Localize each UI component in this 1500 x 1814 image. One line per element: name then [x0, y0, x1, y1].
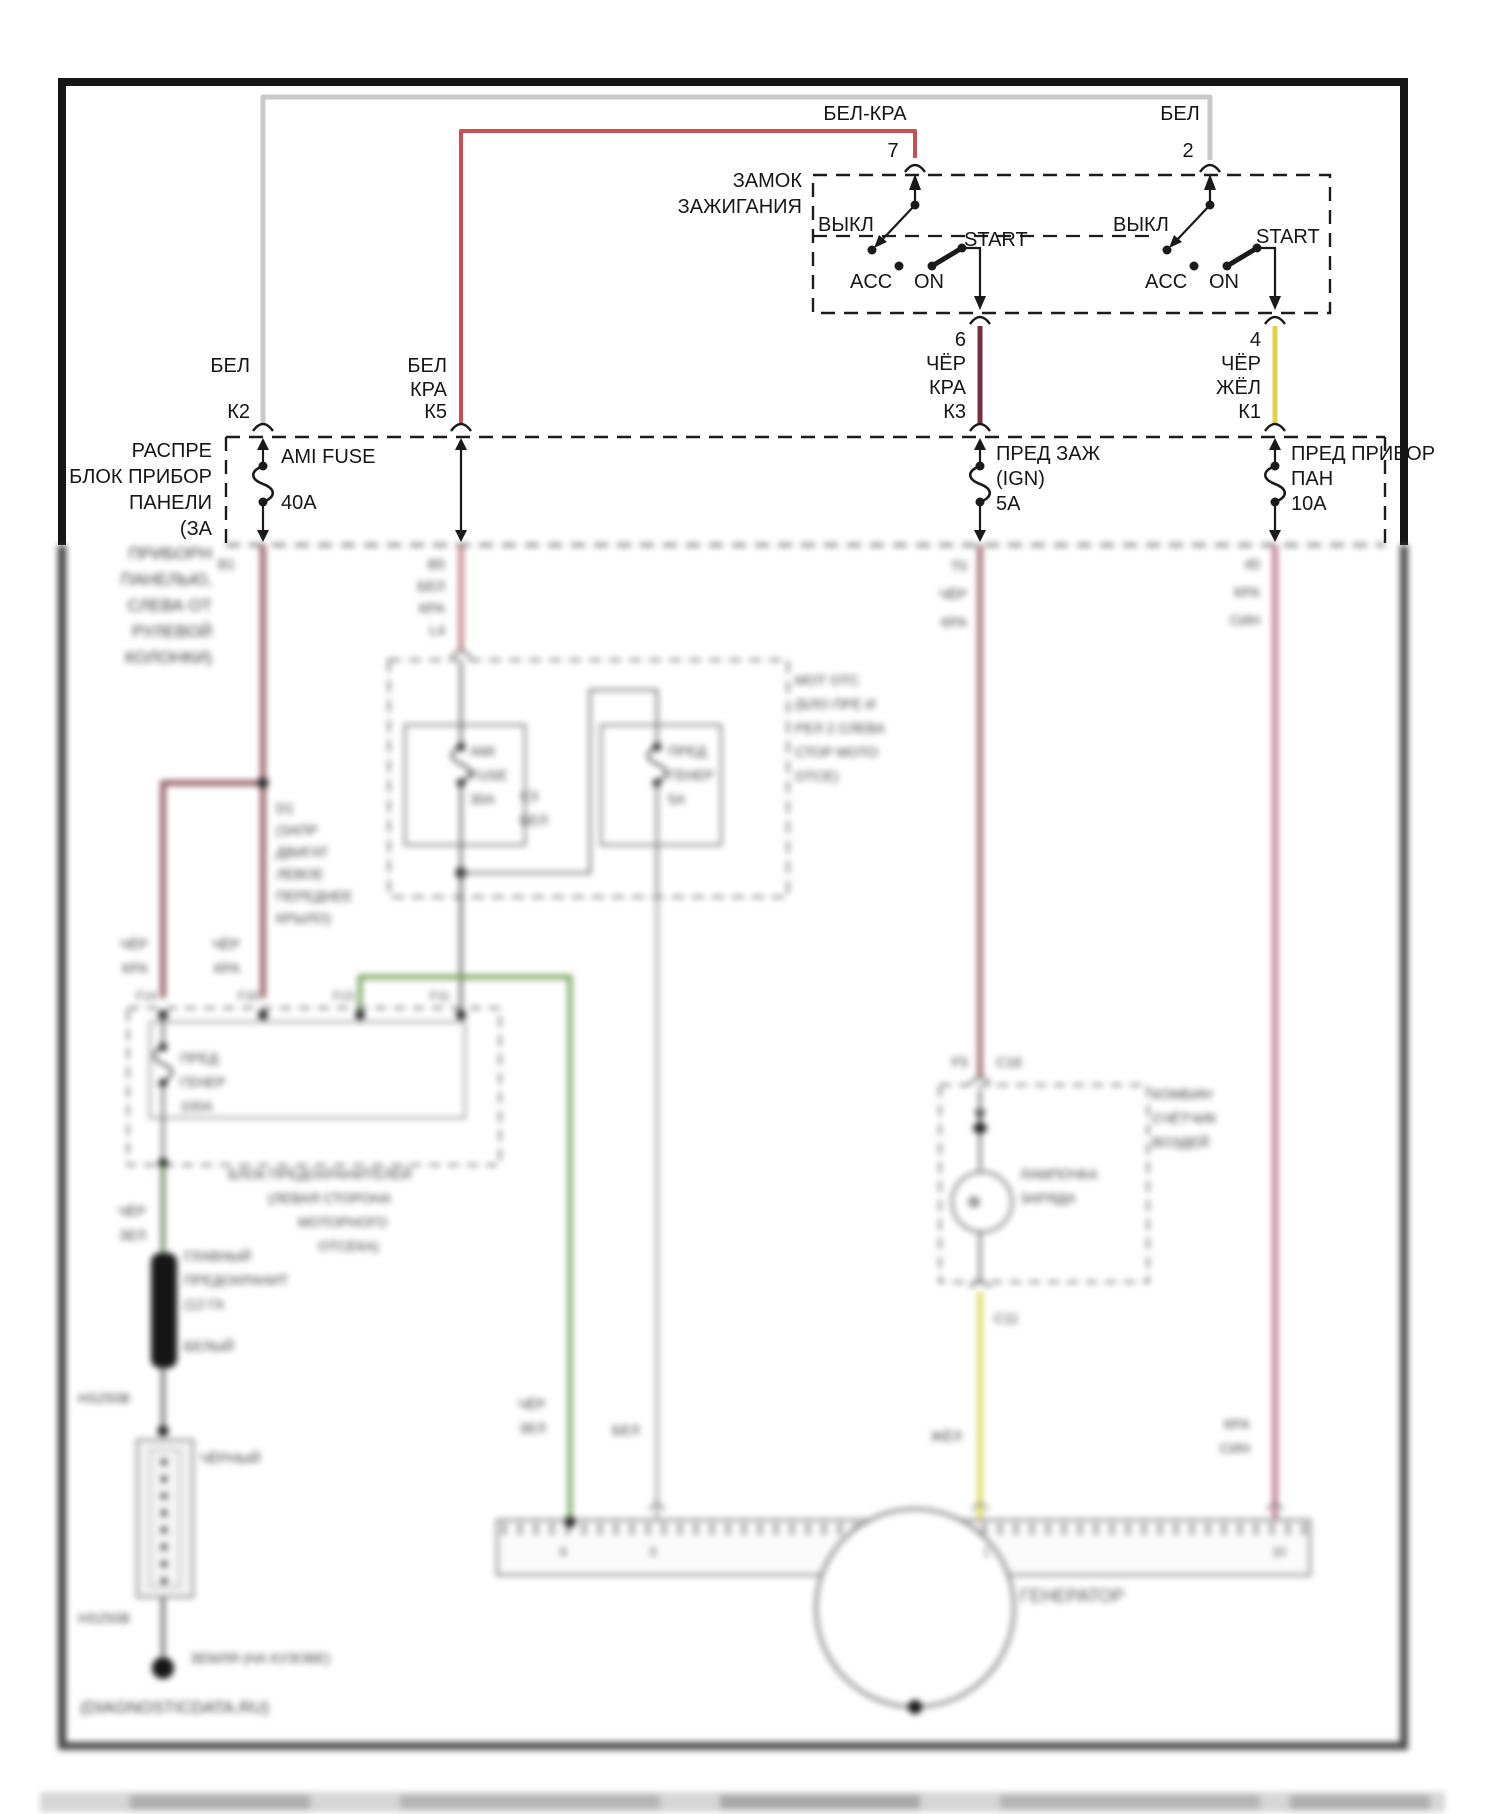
k5-note-4: L4: [429, 622, 445, 638]
fusebox-side-note-2: ПАНЕЛЬЮ,: [120, 570, 212, 589]
k1-color-label1: ЧЁР: [1220, 353, 1261, 375]
k1-note-1: 45: [1244, 556, 1260, 572]
wire-note-bel-bot: БЕЛ: [612, 1422, 640, 1438]
wire-note-cher-zel-1: ЧЁР: [117, 1203, 146, 1219]
k5-code-label: К5: [424, 401, 447, 423]
sw2-acc-label: ACC: [1145, 271, 1188, 293]
pin-note-c3: C3: [520, 788, 538, 804]
gen-fuse-name-1: ПРЕД: [180, 1050, 219, 1066]
lamp-pin-left: F5: [951, 1054, 968, 1070]
bus-pin-1: 8: [560, 1545, 567, 1559]
charge-lamp-box: [940, 1085, 1148, 1282]
k1-code-label: К1: [1238, 401, 1261, 423]
k5-color-label1: БЕЛ: [407, 355, 447, 377]
k5-note-1: B5: [427, 556, 445, 572]
cluster-note-3: ВОЗДЕЙ: [1152, 1134, 1210, 1150]
engine-box-note-1: МОТ ОТС: [795, 672, 860, 688]
k5-color-label2: КРА: [410, 379, 447, 401]
wire-note-bel-mid: БЕЛ: [520, 812, 548, 828]
engine-box-note-5: ОТСЕ): [795, 768, 839, 784]
sw2-off-label: ВЫКЛ: [1113, 214, 1169, 236]
fusebox-side-note-5: КОЛОНКИ): [124, 648, 212, 667]
engine-box-note-3: РЕЛ 2 СЛЕВА: [795, 720, 885, 736]
ami-fuse2-name-2: FUSE: [470, 767, 508, 783]
page-border-bottom: [58, 1742, 1408, 1750]
charge-lamp-circle: [952, 1172, 1012, 1232]
main-fuse-note-2: ПРЕДОХРАНИТ: [184, 1272, 289, 1288]
k2-color-label: БЕЛ: [210, 355, 250, 377]
connector-id-hs250b-a: HS250B: [78, 1390, 131, 1406]
label-pin-7: 7: [887, 140, 899, 162]
gen-fuse-rating: 100А: [180, 1098, 213, 1114]
pin-f13: F13: [333, 989, 354, 1003]
d1-note-3: ДВИГАТ: [276, 844, 329, 860]
lamp-label-1: ЛАМПОЧКА: [1020, 1166, 1098, 1182]
label-pin-2: 2: [1182, 140, 1194, 162]
fusebox-side-label-2: БЛОК ПРИБОР: [69, 466, 212, 488]
lamp-node-dot: [972, 1120, 988, 1136]
bottom-scan-strip: [40, 1792, 1445, 1812]
k1-note-2: КРА: [1234, 584, 1260, 600]
d1-note-4: ЛЕВОЕ: [276, 866, 324, 882]
green-wire-bus-dot: [565, 1517, 576, 1528]
white-color-note: БЕЛЫЙ: [184, 1338, 235, 1354]
gen-fuse2-rating: 5А: [668, 791, 686, 807]
k1-color-label2: ЖЁЛ: [1216, 377, 1261, 399]
ami-fuse2-name-1: AMI: [470, 743, 495, 759]
fuse-ami-name: AMI FUSE: [281, 446, 376, 468]
d1-note-1: D1: [276, 800, 294, 816]
cluster-note-2: СЧЁТЧИК: [1152, 1110, 1217, 1126]
engine-fusebox-note-1: БЛОК ПРЕДОХРАНИТЕЛЕЙ: [228, 1166, 412, 1182]
k3-color-label2: КРА: [929, 377, 966, 399]
bracket-mid-box-in: [451, 651, 471, 658]
sw1-acc-label: ACC: [850, 271, 893, 293]
ignition-title-line1: ЗАМОК: [732, 170, 802, 192]
fuse-ami-rating: 40А: [281, 492, 317, 514]
wire-note-kra-1: КРА: [122, 960, 148, 976]
label-wire-bel-kra: БЕЛ-КРА: [823, 103, 907, 125]
page-border-right-bottom: [1400, 545, 1408, 1750]
pin-f14: F14: [136, 989, 157, 1003]
fusebox-side-note-4: РУЛЕВОЙ: [132, 622, 212, 641]
bus-pin-3: 1: [983, 1545, 990, 1559]
engine-fusebox-note-2: (ЛЕВАЯ СТОРОНА: [268, 1190, 392, 1206]
engine-box-note-2: (БЛО ПРЕ И: [795, 696, 876, 712]
wire-note-kra-sin-2: СИН: [1219, 1440, 1250, 1456]
pin-note-c11: C11: [994, 1310, 1019, 1326]
k5-note-2: БЕЛ: [417, 578, 445, 594]
fuse-ign-name: ПРЕД ЗАЖ: [996, 443, 1101, 465]
fuse-ign-rating: 5А: [996, 493, 1021, 515]
lamp-pin-right: C16: [996, 1054, 1022, 1070]
generator-circle: [816, 1509, 1014, 1707]
ground-dot: [152, 1657, 174, 1679]
fusebox-side-note-3: СЛЕВА ОТ: [127, 596, 212, 615]
main-fuse-note-1: ГЛАВНЫЙ: [184, 1248, 252, 1264]
bus-brackets: [649, 1504, 1283, 1510]
pin-note-b1: B1: [218, 556, 236, 572]
sw2-on-label: ON: [1209, 271, 1239, 293]
k3-pin-label: 6: [954, 329, 966, 351]
fuse-ign-sub: (IGN): [996, 468, 1045, 490]
cluster-note-1: КОМБИН: [1152, 1086, 1212, 1102]
fusebox-side-note-1: ПРИБОРН: [128, 544, 212, 563]
lamp-label-2: ЗАРЯДА: [1020, 1190, 1076, 1206]
wire-note-kra-sin-1: КРА: [1224, 1416, 1250, 1432]
sw1-start-label: START: [964, 229, 1028, 251]
k3-note-3: КРА: [941, 614, 967, 630]
fuse-pan-name: ПРЕД ПРИБОР: [1291, 443, 1436, 465]
fusebox-side-label-1: РАСПРЕ: [131, 440, 212, 462]
connector-color-note: ЧЁРНЫЙ: [200, 1450, 261, 1466]
k3-code-label: К3: [943, 401, 966, 423]
watermark: (DIAGNOSTICDATA.RU): [80, 1698, 270, 1717]
main-fusible-link: [151, 1253, 177, 1368]
k5-note-3: КРА: [419, 600, 445, 616]
sw2-start-label: START: [1256, 226, 1320, 248]
ignition-title-line2: ЗАЖИГАНИЯ: [677, 196, 802, 218]
wire-note-cher-zel-2: ЗЕЛ: [119, 1227, 146, 1243]
pin-f11: F11: [430, 989, 450, 1003]
gen-fuse-name-2: ГЕНЕР: [180, 1074, 226, 1090]
fusebox-side-label-3: ПАНЕЛИ: [129, 492, 212, 514]
wire-note-kra-2: КРА: [214, 960, 240, 976]
d1-note-2: (ЗАПР: [276, 822, 318, 838]
wire-note-cher-zel-bot-1: ЧЁР: [517, 1396, 546, 1412]
pin-f16: F16: [238, 989, 259, 1003]
bus-pin-2: 5: [650, 1545, 657, 1559]
k3-note-2: ЧЁР: [938, 586, 967, 602]
ami-fuse2-rating: 30А: [470, 791, 495, 807]
fusebox-side-label-4: (ЗА: [179, 518, 212, 540]
gen-fuse2-name-1: ПРЕД: [668, 743, 707, 759]
connector-id-hs250b-b: HS250B: [78, 1610, 131, 1626]
page-border-left-bottom: [58, 545, 66, 1750]
gen-fuse2-name-2: ГЕНЕР: [668, 767, 714, 783]
fuse-pan-rating: 10А: [1291, 493, 1327, 515]
wire-note-cher-1: ЧЁР: [119, 936, 148, 952]
wire-note-cher-2: ЧЁР: [211, 936, 240, 952]
sw1-off-label: ВЫКЛ: [818, 214, 874, 236]
k1-note-3: СИН: [1229, 612, 1260, 628]
k2-code-label: К2: [227, 401, 250, 423]
wire-note-cher-zel-bot-2: ЗЕЛ: [519, 1420, 546, 1436]
d1-note-6: КРЫЛО): [276, 910, 331, 926]
k1-pin-label: 4: [1249, 329, 1261, 351]
label-wire-bel: БЕЛ: [1160, 103, 1200, 125]
engine-fusebox-note-3: МОТОРНОГО: [298, 1214, 388, 1230]
sw1-on-label: ON: [914, 271, 944, 293]
ground-note: ЗЕМЛЯ (НА КУЗОВЕ): [190, 1650, 331, 1666]
bus-pin-4: 10: [1272, 1545, 1286, 1559]
engine-box-note-4: СТОР МОТО: [795, 744, 879, 760]
junction-dot-d1: [258, 778, 269, 789]
fuse-pan-sub: ПАН: [1291, 468, 1334, 490]
generator-ground-dot: [908, 1700, 922, 1714]
connector-block: [137, 1440, 193, 1597]
d1-note-5: ПЕРЕДНЕЕ: [276, 888, 353, 904]
main-fuse-note-3: (12 ГА: [184, 1296, 225, 1312]
k3-note-1: T5: [950, 558, 967, 574]
wire-note-zhel: ЖЁЛ: [930, 1428, 962, 1444]
generator-label: ГЕНЕРАТОР: [1020, 1586, 1125, 1606]
engine-fusebox-note-4: ОТСЕКА): [318, 1238, 380, 1254]
k3-color-label1: ЧЁР: [925, 353, 966, 375]
